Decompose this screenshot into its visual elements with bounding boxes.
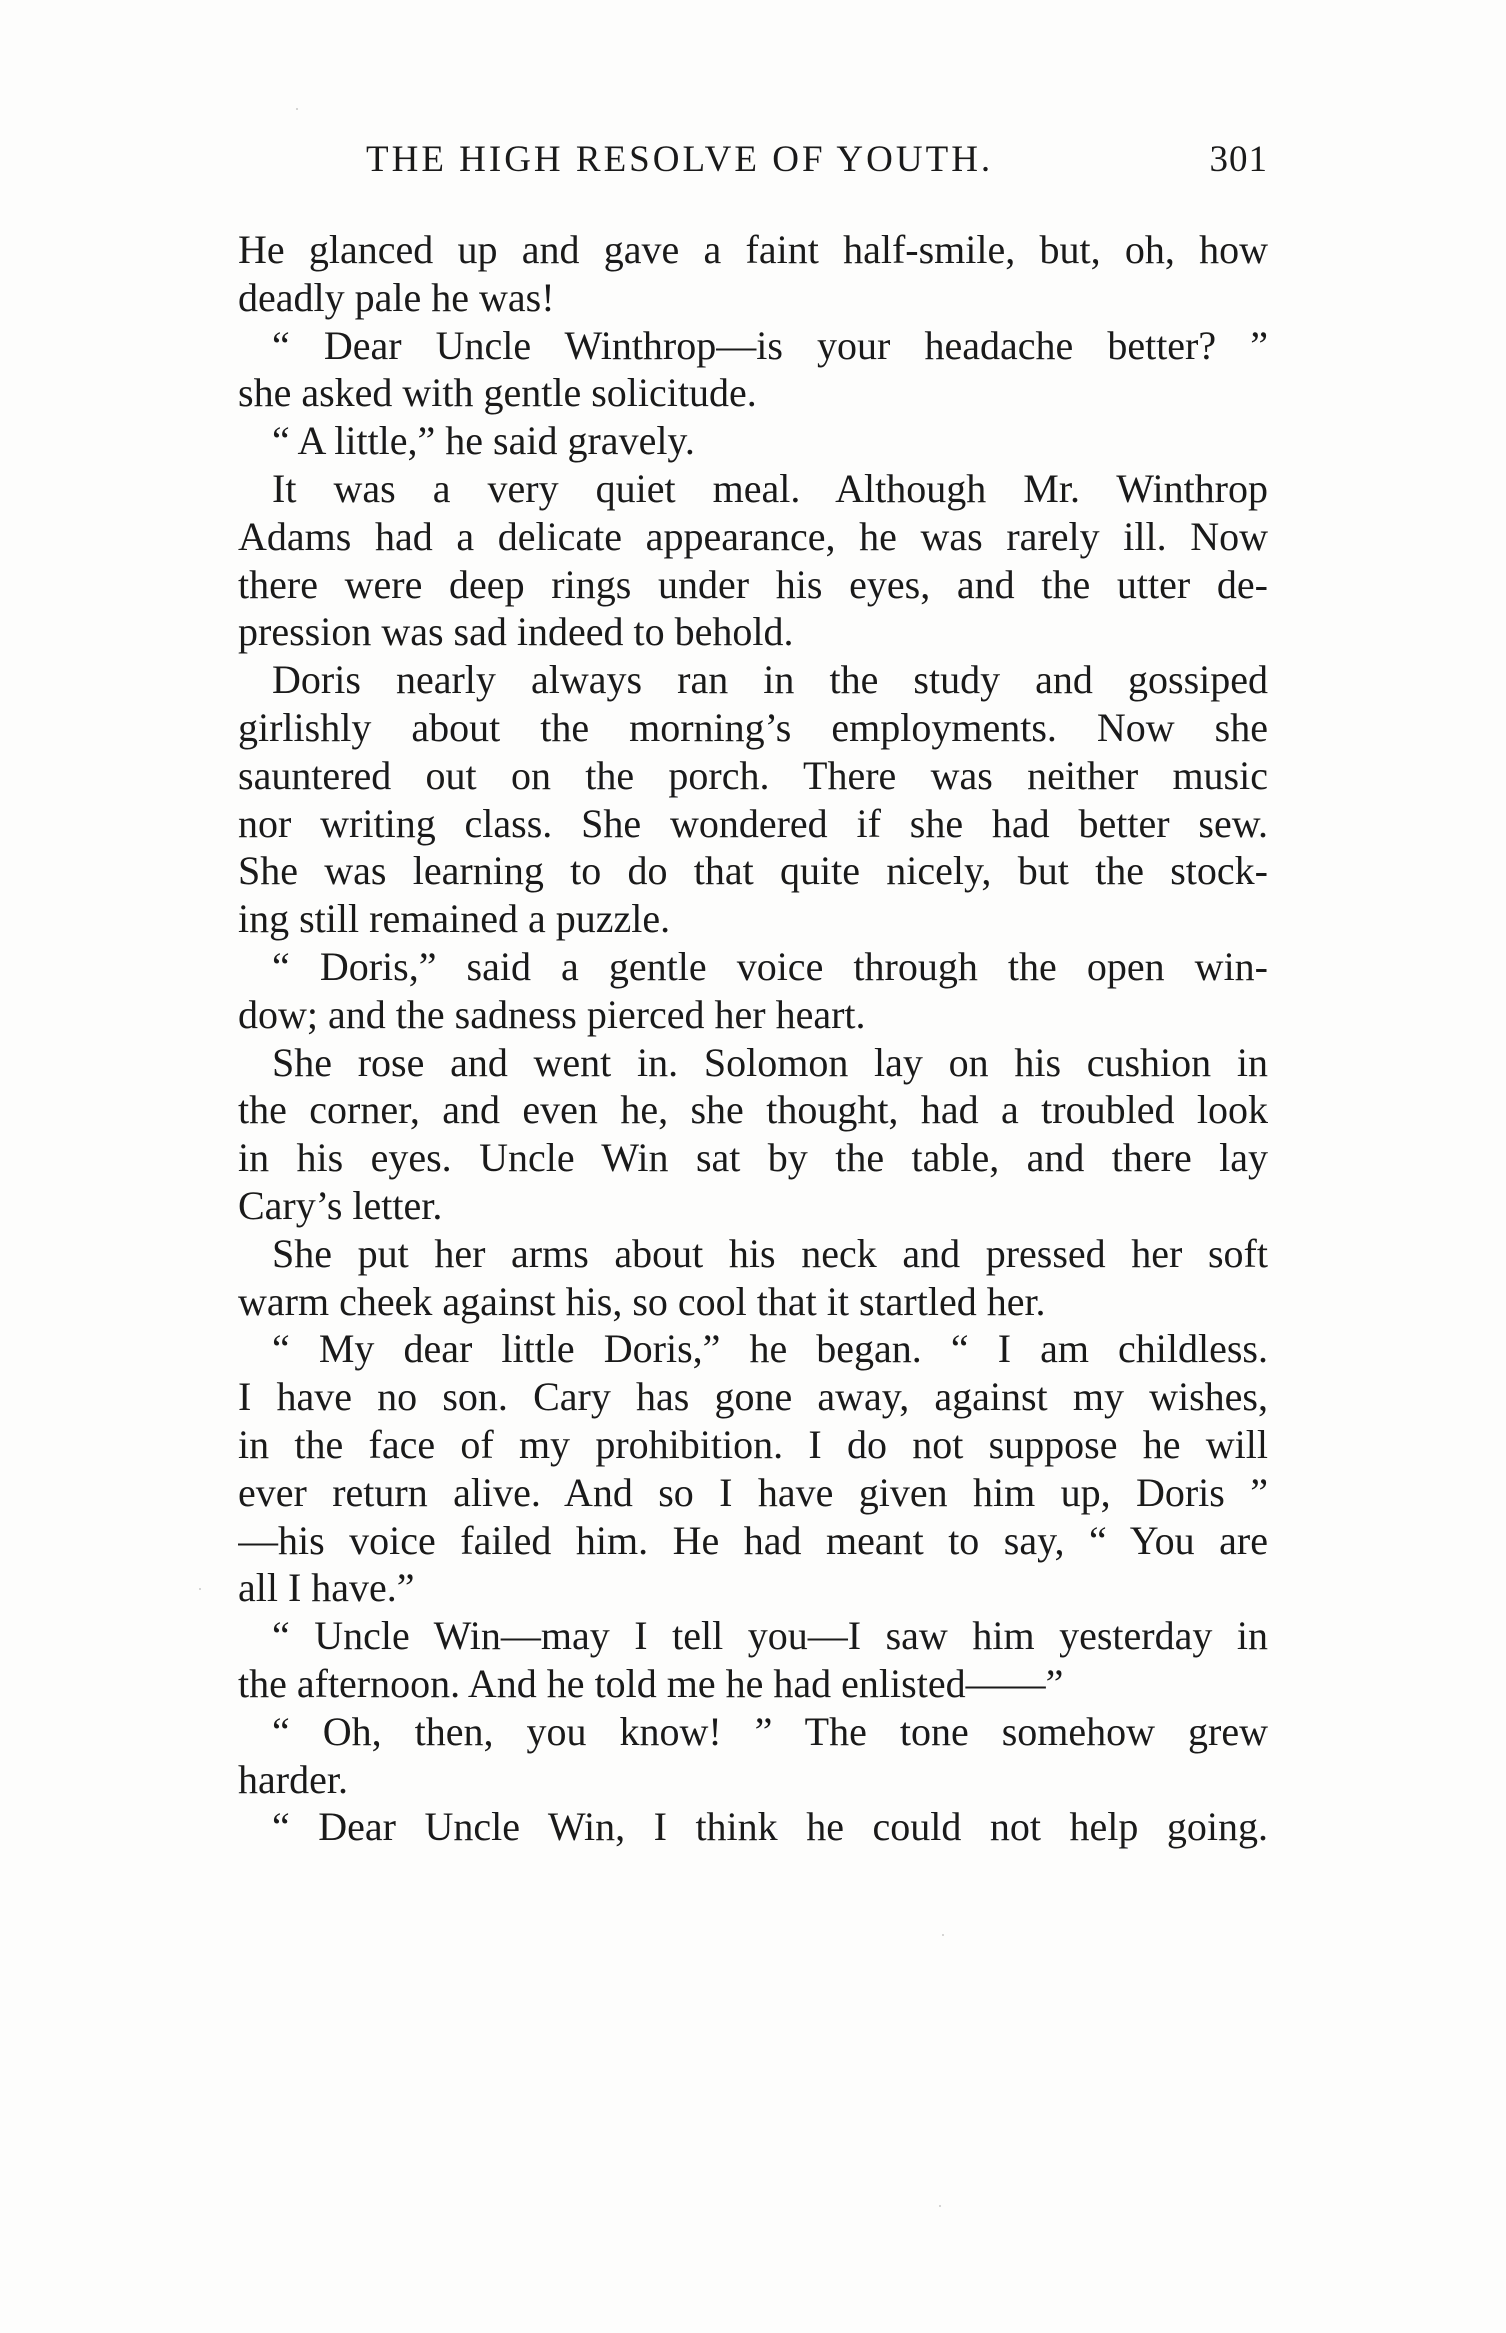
text-line: warm cheek against his, so cool that it startled her. — [238, 1278, 1046, 1324]
text-line: “ A little,” he said gravely. — [272, 418, 695, 464]
text-line: in the face of my prohibition. I do not suppose he will — [238, 1421, 1268, 1467]
running-header — [238, 138, 1268, 198]
text-line: “ Dear Uncle Winthrop—is your headache better? ” — [272, 322, 1268, 368]
text-line: there were deep rings under his eyes, and the utter de- — [238, 561, 1268, 607]
paper-speck — [939, 2205, 941, 2207]
running-title: THE HIGH RESOLVE OF YOUTH. — [366, 139, 994, 180]
paper-speck — [942, 1934, 944, 1936]
text-line: It was a very quiet meal. Although Mr. Winthrop — [272, 465, 1268, 511]
text-line: He glanced up and gave a faint half-smile, but, oh, how — [238, 227, 1268, 272]
text-line: pression was sad indeed to behold. — [238, 609, 794, 655]
body-text — [238, 226, 1268, 1886]
text-line: “ Uncle Win—may I tell you—I saw him yesterday in — [272, 1613, 1268, 1659]
text-line: She put her arms about his neck and pressed her soft — [272, 1230, 1268, 1276]
text-line: all I have.” — [238, 1565, 415, 1611]
text-line: in his eyes. Uncle Win sat by the table, and there lay — [238, 1135, 1268, 1181]
text-line: “ Oh, then, you know! ” The tone somehow grew — [272, 1708, 1268, 1754]
text-line: dow; and the sadness pierced her heart. — [238, 991, 866, 1037]
text-line: ever return alive. And so I have given him up, Doris ” — [238, 1469, 1268, 1515]
text-line: —his voice failed him. He had meant to say, “ You are — [238, 1517, 1268, 1563]
text-line: girlishly about the morning’s employments. Now she — [238, 704, 1268, 750]
text-line: Adams had a delicate appearance, he was rarely ill. Now — [238, 513, 1268, 559]
text-line: Doris nearly always ran in the study and gossiped — [272, 657, 1268, 703]
text-line: She rose and went in. Solomon lay on his cushion in — [272, 1039, 1268, 1085]
text-line: “ Doris,” said a gentle voice through the open win- — [272, 943, 1268, 989]
paper-speck — [199, 1588, 201, 1590]
paper-speck — [296, 108, 298, 110]
text-line: Cary’s letter. — [238, 1182, 443, 1228]
text-line: ing still remained a puzzle. — [238, 896, 671, 942]
text-line: She was learning to do that quite nicely, but the stock- — [238, 848, 1268, 894]
text-line: the corner, and even he, she thought, had a troubled look — [238, 1087, 1268, 1133]
text-line: nor writing class. She wondered if she had better sew. — [238, 800, 1268, 846]
text-line: “ Dear Uncle Win, I think he could not help going. — [272, 1804, 1268, 1850]
text-line: the afternoon. And he told me he had enlisted——” — [238, 1660, 1064, 1706]
text-line: harder. — [238, 1756, 348, 1802]
text-line: deadly pale he was! — [238, 274, 555, 320]
text-line: sauntered out on the porch. There was neither music — [238, 752, 1268, 798]
text-line: she asked with gentle solicitude. — [238, 370, 757, 416]
text-line: “ My dear little Doris,” he began. “ I am childless. — [272, 1326, 1268, 1372]
text-line: I have no son. Cary has gone away, against my wishes, — [238, 1374, 1268, 1420]
page-number: 301 — [1209, 139, 1268, 180]
